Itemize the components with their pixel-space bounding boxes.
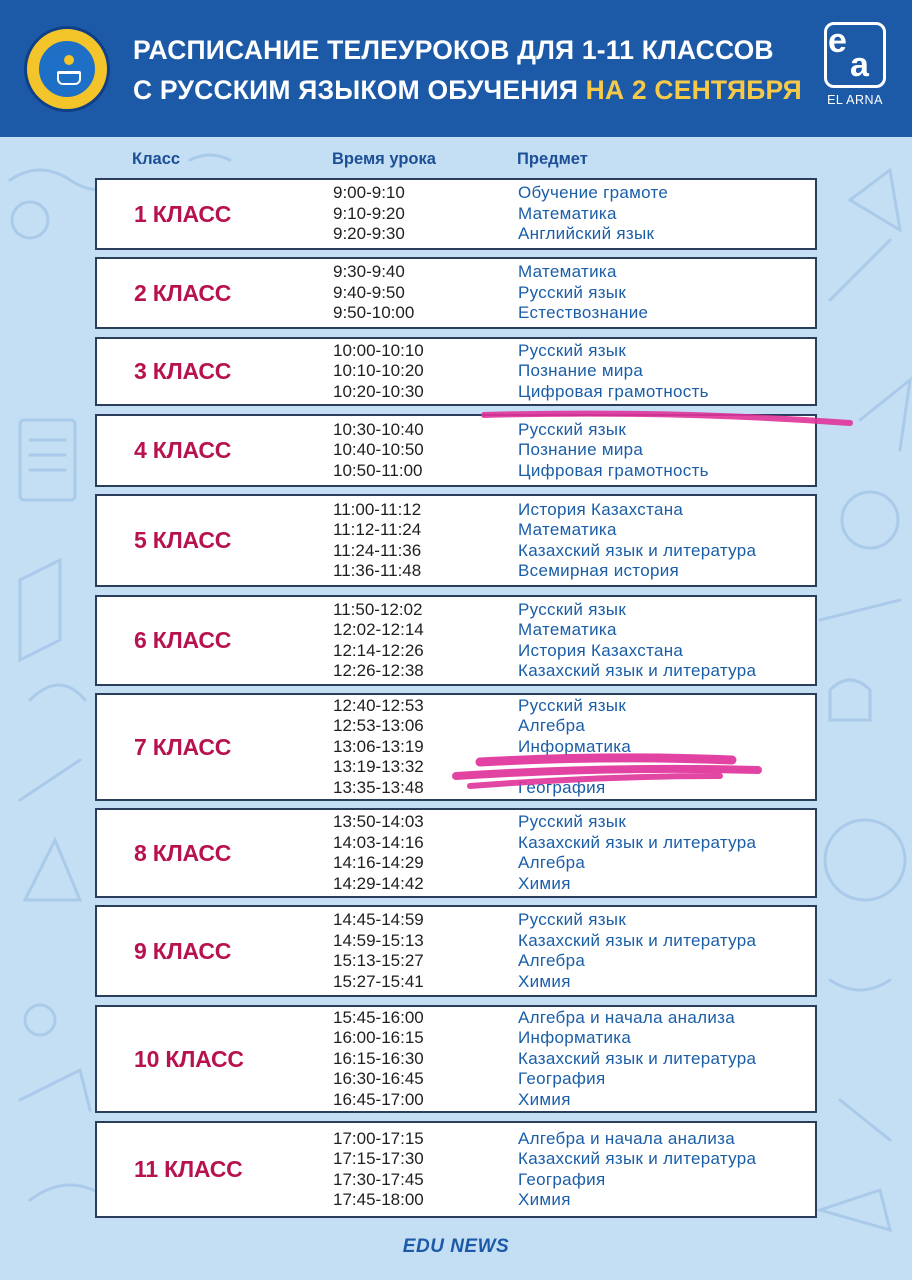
lesson-subject: Обучение грамоте — [518, 183, 669, 203]
lesson-subject: Алгебра — [518, 853, 586, 872]
lesson-time: 15:27-15:41 — [333, 971, 424, 991]
lesson-subjects — [518, 259, 648, 327]
lesson-time: 11:24-11:36 — [333, 540, 422, 560]
table-row — [95, 257, 817, 329]
lesson-times — [333, 339, 424, 404]
lesson-time: 15:13-15:27 — [333, 951, 424, 970]
lesson-time: 9:50-10:00 — [333, 303, 415, 323]
lesson-subject: Казахский язык и литература — [518, 832, 757, 852]
lesson-subjects — [518, 339, 709, 404]
page-title — [133, 30, 803, 110]
class-label: 10 КЛАСС — [134, 1045, 244, 1072]
lesson-time: 13:50-14:03 — [333, 812, 424, 831]
table-row — [95, 1121, 817, 1218]
lesson-subject: Казахский язык и литература — [518, 540, 757, 560]
lesson-times — [333, 259, 414, 327]
el-arna-logo — [820, 22, 890, 112]
lesson-time: 9:30-9:40 — [333, 262, 405, 282]
lesson-subject: Математика — [518, 520, 617, 539]
lesson-times — [333, 1123, 424, 1216]
class-label: 1 КЛАСС — [134, 200, 232, 227]
column-header-class: Класс — [132, 150, 181, 168]
class-label: 3 КЛАСС — [134, 358, 232, 384]
emblem-inner — [37, 39, 97, 99]
class-label: 6 КЛАСС — [134, 627, 232, 653]
table-row — [95, 808, 817, 898]
lesson-time: 16:00-16:15 — [333, 1028, 424, 1048]
emblem-sun — [64, 55, 74, 65]
lesson-times — [333, 810, 424, 896]
lesson-subject: История Казахстана — [518, 640, 684, 660]
table-row — [95, 414, 817, 487]
lesson-time: 16:30-16:45 — [333, 1069, 424, 1089]
lesson-subject: Казахский язык и литература — [518, 1149, 757, 1168]
lesson-subject: Естествознание — [518, 303, 649, 323]
lesson-time: 10:00-10:10 — [333, 340, 424, 360]
lesson-time: 11:50-12:02 — [333, 599, 423, 619]
lesson-subject: Познание мира — [518, 440, 644, 460]
lesson-subject: Математика — [518, 620, 617, 639]
lesson-subjects — [518, 907, 756, 995]
lesson-subject: Математика — [518, 203, 617, 223]
lesson-time: 14:29-14:42 — [333, 873, 424, 893]
class-label: 9 КЛАСС — [134, 937, 232, 964]
lesson-time: 10:40-10:50 — [333, 440, 424, 460]
lesson-time: 12:14-12:26 — [333, 640, 424, 660]
lesson-time: 9:20-9:30 — [333, 224, 405, 244]
lesson-time: 12:02-12:14 — [333, 620, 424, 639]
footer-brand: EDU NEWS — [402, 1236, 510, 1257]
lesson-times — [333, 416, 424, 485]
lesson-time: 12:40-12:53 — [333, 695, 424, 715]
table-row — [95, 494, 817, 587]
table-row — [95, 905, 817, 997]
header-banner — [0, 0, 912, 137]
lesson-times — [333, 907, 424, 995]
lesson-time: 17:15-17:30 — [333, 1149, 424, 1168]
lesson-subject: Русский язык — [518, 695, 627, 715]
lesson-time: 14:59-15:13 — [333, 930, 424, 950]
lesson-times — [333, 1007, 424, 1111]
lesson-time: 9:40-9:50 — [333, 282, 405, 302]
class-label: 4 КЛАСС — [134, 437, 232, 463]
class-label: 8 КЛАСС — [134, 839, 232, 866]
lesson-times — [333, 180, 405, 248]
lesson-time: 11:12-11:24 — [333, 520, 422, 539]
class-label: 2 КЛАСС — [134, 279, 232, 306]
lesson-time: 14:03-14:16 — [333, 832, 424, 852]
lesson-subject: География — [518, 1069, 606, 1089]
logo-label: EL ARNA — [827, 93, 883, 107]
lesson-subject: Информатика — [518, 736, 632, 756]
lesson-time: 13:19-13:32 — [333, 757, 424, 777]
lesson-subject — [518, 757, 631, 778]
class-label: 5 КЛАСС — [134, 527, 232, 553]
lesson-subject: Химия — [518, 873, 571, 893]
title-line-1: РАСПИСАНИЕ ТЕЛЕУРОКОВ ДЛЯ 1-11 КЛАССОВ — [133, 35, 774, 65]
lesson-subject: Алгебра и начала анализа — [518, 1007, 735, 1027]
lesson-time: 17:00-17:15 — [333, 1128, 424, 1148]
lesson-subject: Английский язык — [518, 224, 655, 244]
lesson-subject: Русский язык — [518, 599, 627, 619]
column-header-subject: Предмет — [517, 150, 588, 168]
table-row — [95, 1005, 817, 1113]
class-label: 7 КЛАСС — [134, 733, 232, 760]
table-row — [95, 178, 817, 250]
lesson-subject: Цифровая грамотность — [518, 381, 709, 401]
lesson-time: 10:30-10:40 — [333, 419, 424, 439]
lesson-time: 15:45-16:00 — [333, 1007, 424, 1027]
lesson-subject: Алгебра — [518, 716, 586, 736]
lesson-time: 9:00-9:10 — [333, 183, 405, 203]
column-header-time: Время урока — [332, 150, 436, 168]
lesson-subjects — [518, 695, 631, 799]
class-label: 11 КЛАСС — [134, 1156, 243, 1182]
lesson-time: 12:26-12:38 — [333, 661, 424, 680]
title-date-highlight: НА 2 СЕНТЯБРЯ — [585, 75, 802, 105]
lesson-subject: Алгебра — [518, 951, 586, 970]
lesson-times — [333, 695, 424, 799]
lesson-time: 17:45-18:00 — [333, 1190, 424, 1209]
lesson-time: 10:10-10:20 — [333, 361, 424, 381]
lesson-subject: География — [518, 777, 606, 797]
lesson-time: 11:36-11:48 — [333, 561, 422, 580]
lesson-subjects — [518, 1007, 756, 1111]
book-icon — [57, 71, 81, 85]
ministry-emblem — [24, 26, 110, 112]
lesson-subject: Познание мира — [518, 361, 644, 381]
title-line-2 — [133, 70, 803, 110]
lesson-time: 10:50-11:00 — [333, 460, 423, 480]
lesson-subject: Русский язык — [518, 282, 627, 302]
lesson-subject: Химия — [518, 971, 571, 991]
lesson-times — [333, 496, 421, 585]
lesson-subject: Казахский язык и литература — [518, 661, 757, 680]
lesson-time: 14:16-14:29 — [333, 853, 424, 872]
lesson-subjects — [518, 1123, 756, 1216]
lesson-time: 16:15-16:30 — [333, 1048, 424, 1068]
title-line-2-prefix: С РУССКИМ ЯЗЫКОМ ОБУЧЕНИЯ — [133, 75, 586, 105]
lesson-subject: География — [518, 1169, 606, 1189]
lesson-subject: Всемирная история — [518, 561, 680, 580]
lesson-times — [333, 597, 424, 684]
lesson-subject: Цифровая грамотность — [518, 460, 709, 480]
lesson-subjects — [518, 180, 668, 248]
lesson-time: 13:06-13:19 — [333, 736, 424, 756]
lesson-subject: Казахский язык и литература — [518, 930, 757, 950]
lesson-subjects — [518, 597, 756, 684]
lesson-subject: Русский язык — [518, 910, 627, 929]
lesson-subjects — [518, 496, 756, 585]
logo-letter-e: e — [828, 22, 847, 60]
lesson-subjects — [518, 810, 756, 896]
lesson-subject: Информатика — [518, 1028, 632, 1048]
table-row — [95, 693, 817, 801]
lesson-time: 13:35-13:48 — [333, 777, 424, 797]
lesson-time: 17:30-17:45 — [333, 1169, 424, 1189]
lesson-time: 14:45-14:59 — [333, 910, 424, 929]
lesson-time: 12:53-13:06 — [333, 716, 424, 736]
lesson-time: 10:20-10:30 — [333, 381, 424, 401]
lesson-subject: Казахский язык и литература — [518, 1048, 757, 1068]
logo-letter-a: a — [850, 46, 869, 84]
lesson-time: 16:45-17:00 — [333, 1089, 424, 1109]
table-row — [95, 595, 817, 686]
lesson-subject: Алгебра и начала анализа — [518, 1128, 735, 1148]
lesson-subject: Русский язык — [518, 340, 627, 360]
lesson-subject: Русский язык — [518, 419, 627, 439]
lesson-subject: Химия — [518, 1089, 571, 1109]
lesson-subject: Математика — [518, 262, 617, 282]
table-row — [95, 337, 817, 406]
lesson-subject: Русский язык — [518, 812, 627, 831]
lesson-subjects — [518, 416, 709, 485]
lesson-subject: Химия — [518, 1190, 571, 1209]
lesson-subject: История Казахстана — [518, 499, 684, 519]
lesson-time: 11:00-11:12 — [333, 499, 422, 519]
lesson-time: 9:10-9:20 — [333, 203, 405, 223]
